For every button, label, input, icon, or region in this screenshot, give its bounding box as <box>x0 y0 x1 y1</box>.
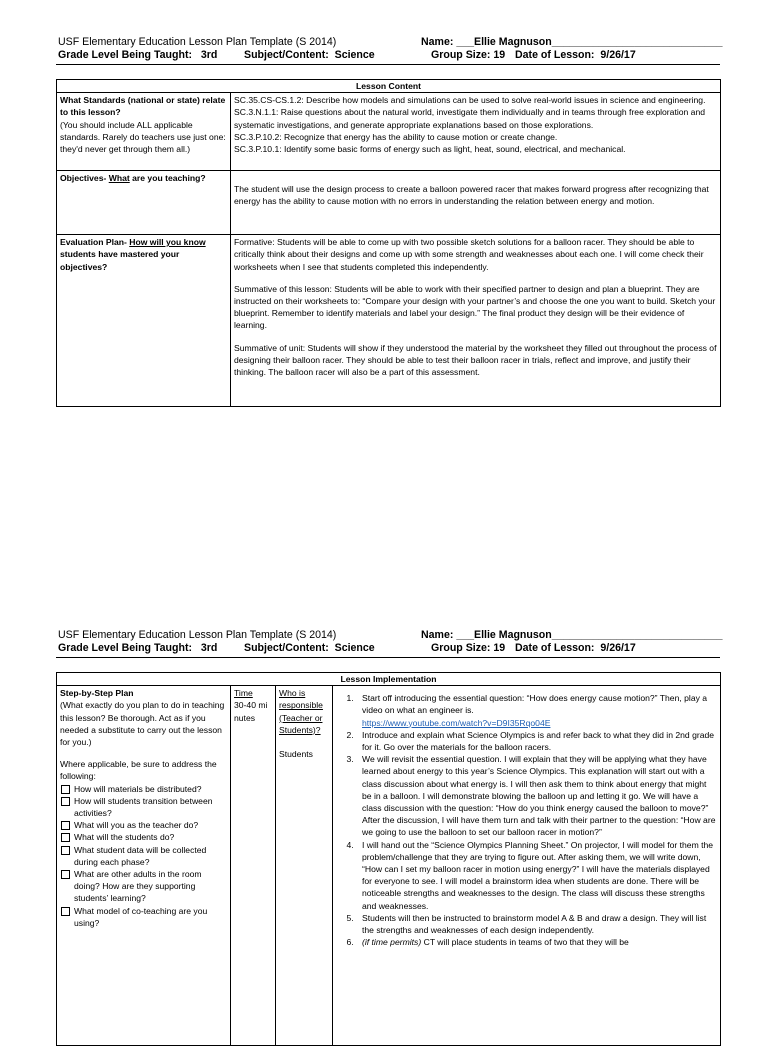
grade-field: Grade Level Being Taught: 3rd <box>58 49 218 61</box>
page1-header <box>58 36 723 62</box>
group-size-field: Group Size: 19 <box>431 49 506 61</box>
standards-answer: SC.35.CS-CS.1.2: Describe how models and simulations can be used to solve real-world issues in science and engineering. SC.3.N.1.1: Raise questions about the natural world, investigate them individually and in teams through free exploration and systematic investigations, and generate appropriate explanations based on those explorations. SC.3.P.10.2: Recognize that energy has the ability to cause motion or create change. SC.3.P.10.1: Identify some basic forms of energy such as light, heat, sound, electrical, and mechanical. <box>231 93 721 171</box>
step-item: 6. (if time permits) CT will place students in teams of two that they will be <box>356 936 717 948</box>
checkbox-icon <box>61 785 70 794</box>
steps-column <box>333 686 721 1046</box>
template-title: USF Elementary Education Lesson Plan Template (S 2014) <box>58 36 337 48</box>
evaluation-question: Evaluation Plan- How will you know students have mastered your objectives? <box>57 235 231 407</box>
header-rule <box>56 657 720 658</box>
standards-question: What Standards (national or state) relate to this lesson? (You should include ALL applicable standards. Rarely do teachers use just one: they'd never get through them all.) <box>57 93 231 171</box>
template-title: USF Elementary Education Lesson Plan Template (S 2014) <box>58 629 337 641</box>
checkbox-icon <box>61 821 70 830</box>
time-column: Time 30-40 minutes <box>231 686 276 1046</box>
checklist-item: What model of co-teaching are you using? <box>60 905 227 929</box>
subject-field: Subject/Content: Science <box>244 49 375 61</box>
lesson-implementation-title: Lesson Implementation <box>57 673 721 686</box>
checkbox-icon <box>61 833 70 842</box>
checkbox-icon <box>61 797 70 806</box>
step-item: 1. Start off introducing the essential question: “How does energy cause motion?” Then, play a video on what an engineer is. https://www.youtube.com/watch?v=D9I35Rqo04E <box>356 692 717 729</box>
lesson-content-table <box>56 79 721 407</box>
step-item: 3. We will revisit the essential question. I will explain that they will be applying what they have learned about energy to this year’s Science Olympics. This explanation will start out with a class discussion about what energy is. I will then ask them to think about energy that might be in a balloon. I will demonstrate blowing the balloon up and letting it go. We will have a class discussion with the question: “How do you think energy caused the balloon to move?” After the discussion, I will have them turn and talk with their partner to the question: “How are we going to use the balloon to set our balloon racer in motion?” <box>356 753 717 838</box>
evaluation-answer: Formative: Students will be able to come up with two possible sketch solutions for a balloon racer. They should be able to critically think about their designs and come up with some strength and weaknesses about each one. I will come check their worksheets when I see that students completed this independently. Summative of this lesson: Students will be able to work with their specified partner to design and plan a blueprint. They are instructed on their worksheets to: “Compare your design with your partner’s and choose the one you want to build. Sketch your blueprint. Remember to identify materials and label your design.” The final product they design will be their evidence of learning. Summative of unit: Students will show if they understood the material by the worksheet they filled out throughout the process of designing their balloon racer. They should be able to test their balloon racer in trials, reflect and improve, and justify their thinking. The balloon racer will also be a part of this assessment. <box>231 235 721 407</box>
steps-list <box>336 692 717 948</box>
step-item: 2. Introduce and explain what Science Olympics is and refer back to what they did in 2nd grade for it. Go over the materials for the balloon racers. <box>356 729 717 753</box>
checklist-item: What student data will be collected during each phase? <box>60 844 227 868</box>
step-by-step-question: Step-by-Step Plan (What exactly do you plan to do in teaching this lesson? Be thorough. Act as if you needed a substitute to carry out the lesson for you.) Where applicable, be sure to address the following: How will materials be distributed? How will students transition between activities? What will you as the teacher do? What will the students do? What student data will be collected during each phase? What are other adults in the room doing? How are they supporting students’ learning? What model of co-teaching are you using? <box>57 686 231 1046</box>
grade-field: Grade Level Being Taught: 3rd <box>58 642 218 654</box>
checkbox-icon <box>61 846 70 855</box>
date-field: Date of Lesson: 9/26/17 <box>515 642 636 654</box>
video-link[interactable]: https://www.youtube.com/watch?v=D9I35Rqo04E <box>362 717 551 728</box>
checklist-item: What will you as the teacher do? <box>60 819 227 831</box>
page2-header <box>58 629 723 655</box>
header-rule <box>56 64 720 65</box>
objectives-answer: The student will use the design process to create a balloon powered racer that makes forward progress after recognizing that energy has the ability to cause motion with no errors in understanding the relation between energy and motion. <box>231 171 721 235</box>
subject-field: Subject/Content: Science <box>244 642 375 654</box>
objectives-question: Objectives- What are you teaching? <box>57 171 231 235</box>
checklist <box>60 783 227 929</box>
name-field: Name: ___Ellie Magnuson_____________________________ <box>421 629 723 641</box>
checkbox-icon <box>61 870 70 879</box>
checklist-item: How will materials be distributed? <box>60 783 227 795</box>
checklist-item: How will students transition between activities? <box>60 795 227 819</box>
responsibility-column: Who is responsible (Teacher or Students)? Students <box>276 686 333 1046</box>
lesson-implementation-table <box>56 672 721 1046</box>
step-item: 4. I will hand out the “Science Olympics Planning Sheet.” On projector, I will model for them the problem/challenge that they are trying to figure out. After asking them, we will write down, “How can I set my balloon racer in motion using energy?” I will have the materials displayed for everyone to see. I will model a brainstorm idea when students are done. There will be noticeable strengths and weaknesses to the design. The class will discuss these strengths and weaknesses. <box>356 839 717 912</box>
checklist-item: What are other adults in the room doing? How are they supporting students’ learning? <box>60 868 227 905</box>
date-field: Date of Lesson: 9/26/17 <box>515 49 636 61</box>
checkbox-icon <box>61 907 70 916</box>
group-size-field: Group Size: 19 <box>431 642 506 654</box>
name-field: Name: ___Ellie Magnuson_____________________________ <box>421 36 723 48</box>
lesson-content-title: Lesson Content <box>57 80 721 93</box>
checklist-item: What will the students do? <box>60 831 227 843</box>
step-item: 5. Students will then be instructed to brainstorm model A & B and draw a design. They will list the strengths and weaknesses of each design independently. <box>356 912 717 936</box>
